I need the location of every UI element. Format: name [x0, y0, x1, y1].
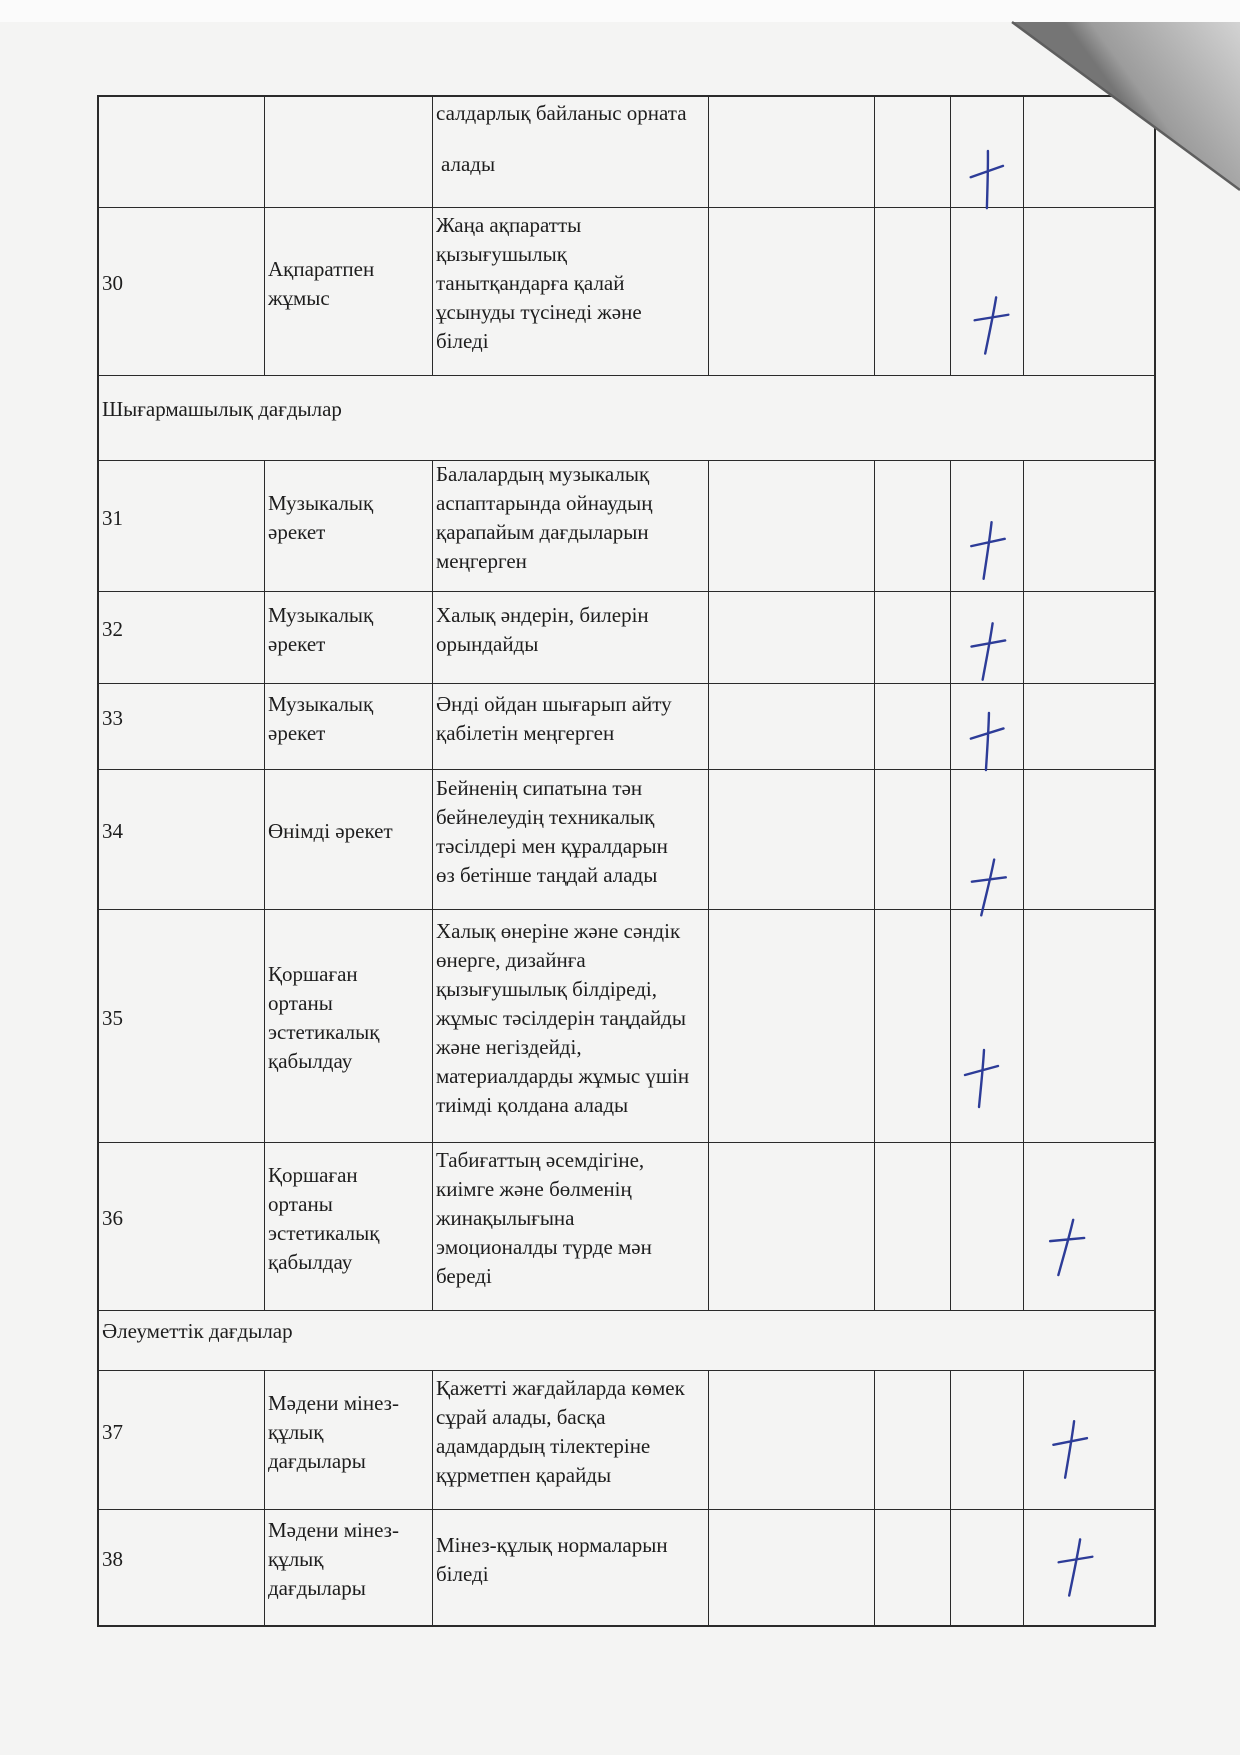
skill-line: біледі: [436, 1561, 489, 1586]
skill-line: киімге және бөлменің: [436, 1177, 632, 1201]
section-title-cell: [99, 1311, 1154, 1370]
skill-line: ұсынуды түсінеді және: [436, 300, 642, 324]
table-row: [99, 591, 1154, 683]
table-row: [99, 909, 1154, 1142]
row-number: 32: [102, 617, 123, 641]
table-row: [99, 460, 1154, 591]
skill-line: Қажетті жағдайларда көмек: [436, 1376, 685, 1400]
skill-line: тәсілдері мен құралдарын: [436, 833, 668, 858]
activity-line: эстетикалық: [268, 1020, 380, 1044]
table-row: [99, 1370, 1154, 1509]
activity-cell: [264, 684, 432, 769]
section-title-cell: [99, 376, 1154, 460]
activity-line: эстетикалық: [268, 1220, 380, 1245]
skill-line: және негіздейді,: [436, 1034, 582, 1059]
row-number-cell: [99, 684, 264, 769]
skill-cell: [432, 1143, 708, 1310]
skill-cell: [432, 208, 708, 375]
activity-line: жұмыс: [268, 285, 330, 310]
row-number: 38: [102, 1547, 123, 1571]
activity-cell: [264, 592, 432, 683]
assessment-cell-4: [1023, 1371, 1154, 1509]
assessment-cell-2: [874, 208, 950, 375]
assessment-cell-2: [874, 1371, 950, 1509]
row-number-cell: [99, 1510, 264, 1625]
activity-cell: [264, 1510, 432, 1625]
section-header-row: [99, 1310, 1154, 1370]
skill-line: Бейненің сипатына тән: [436, 775, 643, 800]
assessment-cell-1: [708, 910, 874, 1142]
assessment-cell-2: [874, 770, 950, 909]
skill-line: Әнді ойдан шығарып айту: [436, 691, 672, 716]
activity-line: Музыкалық: [268, 491, 374, 515]
assessment-cell-4: [1023, 770, 1154, 909]
assessment-cell-1: [708, 461, 874, 591]
skill-line: Балалардың музыкалық: [436, 462, 650, 486]
row-number-cell: [99, 461, 264, 591]
skill-cell: [432, 592, 708, 683]
assessment-cell-3: [950, 1510, 1023, 1625]
assessment-cell-3: [950, 910, 1023, 1142]
assessment-cell-2: [874, 97, 950, 207]
activity-cell: [264, 770, 432, 909]
table-row: [99, 683, 1154, 769]
skill-line: қызығушылық: [436, 242, 567, 266]
assessment-cell-1: [708, 208, 874, 375]
table-row: [99, 769, 1154, 909]
assessment-cell-4: [1023, 910, 1154, 1142]
activity-line: құлық: [268, 1419, 324, 1444]
activity-line: Мәдени мінез-: [268, 1390, 399, 1415]
skill-line: салдарлық байланыс орната: [436, 101, 687, 125]
activity-line: құлық: [268, 1547, 324, 1571]
row-number: 35: [102, 1005, 123, 1030]
section-title: Әлеуметтік дағдылар: [102, 1319, 293, 1343]
row-number-cell: [99, 1371, 264, 1509]
assessment-cell-2: [874, 1510, 950, 1625]
assessment-cell-4: [1023, 1510, 1154, 1625]
table-row: [99, 1509, 1154, 1625]
row-number-cell: [99, 770, 264, 909]
assessment-cell-3: [950, 684, 1023, 769]
skill-line: орындайды: [436, 631, 539, 656]
skill-cell: [432, 770, 708, 909]
assessment-cell-4: [1023, 461, 1154, 591]
assessment-cell-1: [708, 770, 874, 909]
skill-line: адамдардың тілектеріне: [436, 1434, 651, 1458]
assessment-cell-4: [1023, 592, 1154, 683]
skill-cell: [432, 910, 708, 1142]
activity-cell: [264, 910, 432, 1142]
skill-line: Мінез-құлық нормаларын: [436, 1532, 668, 1557]
skill-cell: [432, 461, 708, 591]
skill-line: қызығушылық білдіреді,: [436, 976, 657, 1001]
assessment-cell-1: [708, 1510, 874, 1625]
activity-line: дағдылары: [268, 1576, 366, 1600]
assessment-cell-1: [708, 684, 874, 769]
assessment-cell-1: [708, 1143, 874, 1310]
skill-line: қарапайым дағдыларын: [436, 520, 649, 544]
row-number-cell: [99, 592, 264, 683]
activity-line: Ақпаратпен: [268, 256, 375, 281]
activity-line: әрекет: [268, 631, 326, 656]
activity-cell: [264, 1371, 432, 1509]
activity-cell: [264, 208, 432, 375]
activity-line: Музыкалық: [268, 602, 374, 627]
skill-cell: [432, 1510, 708, 1625]
assessment-cell-2: [874, 461, 950, 591]
skill-line: Жаңа ақпаратты: [436, 213, 582, 237]
skill-line: сұрай алады, басқа: [436, 1405, 606, 1429]
section-header-row: [99, 375, 1154, 460]
assessment-cell-2: [874, 592, 950, 683]
table-row: [99, 1142, 1154, 1310]
activity-cell: [264, 97, 432, 207]
activity-line: Өнімді әрекет: [268, 819, 393, 843]
activity-line: Музыкалық: [268, 691, 374, 716]
skill-line: жұмыс тәсілдерін таңдайды: [436, 1005, 686, 1030]
assessment-cell-3: [950, 461, 1023, 591]
row-number: 37: [102, 1419, 123, 1444]
row-number-cell: [99, 208, 264, 375]
skill-line: жинақылығына: [436, 1206, 575, 1230]
activity-line: Қоршаған: [268, 1162, 358, 1187]
assessment-cell-3: [950, 97, 1023, 207]
skill-cell: [432, 684, 708, 769]
skill-line: алады: [441, 152, 496, 176]
assessment-cell-1: [708, 1371, 874, 1509]
row-number: 36: [102, 1206, 123, 1230]
skill-line: қабілетін меңгерген: [436, 720, 615, 745]
activity-line: ортаны: [268, 1191, 333, 1216]
skill-line: құрметпен қарайды: [436, 1463, 612, 1487]
skill-line: меңгерген: [436, 549, 527, 573]
skill-line: эмоционалды түрде мән: [436, 1235, 652, 1259]
activity-line: әрекет: [268, 720, 326, 745]
row-number: 33: [102, 706, 123, 730]
table-row: [99, 97, 1154, 207]
skill-line: біледі: [436, 329, 489, 353]
assessment-cell-3: [950, 1371, 1023, 1509]
activity-line: Мәдени мінез-: [268, 1518, 399, 1542]
row-number: 30: [102, 271, 123, 295]
row-number: 34: [102, 819, 123, 843]
activity-line: дағдылары: [268, 1448, 366, 1473]
skill-line: бейнелеудің техникалық: [436, 804, 655, 829]
skill-line: береді: [436, 1264, 492, 1288]
row-number: 31: [102, 505, 123, 530]
activity-line: Қоршаған: [268, 962, 358, 986]
activity-line: әрекет: [268, 520, 326, 544]
activity-line: қабылдау: [268, 1049, 353, 1073]
assessment-cell-3: [950, 1143, 1023, 1310]
row-number-cell: [99, 910, 264, 1142]
row-number-cell: [99, 97, 264, 207]
assessment-cell-4: [1023, 208, 1154, 375]
skill-line: танытқандарға қалай: [436, 271, 625, 295]
section-title: Шығармашылық дағдылар: [102, 396, 342, 421]
skill-cell: [432, 1371, 708, 1509]
assessment-cell-1: [708, 97, 874, 207]
assessment-cell-3: [950, 592, 1023, 683]
assessment-cell-2: [874, 684, 950, 769]
skill-line: өз бетінше таңдай алады: [436, 862, 658, 887]
skill-line: Халық әндерін, билерін: [436, 602, 649, 627]
assessment-cell-2: [874, 1143, 950, 1310]
activity-cell: [264, 1143, 432, 1310]
skill-line: материалдарды жұмыс үшін: [436, 1063, 690, 1088]
skill-line: аспаптарында ойнаудың: [436, 491, 653, 515]
scan-top-margin: [0, 0, 1240, 22]
table-row: [99, 207, 1154, 375]
skill-line: өнерге, дизайнға: [436, 947, 586, 972]
assessment-cell-4: [1023, 97, 1154, 207]
assessment-cell-4: [1023, 1143, 1154, 1310]
assessment-cell-3: [950, 770, 1023, 909]
skill-line: тиімді қолдана алады: [436, 1092, 629, 1117]
activity-line: қабылдау: [268, 1249, 353, 1274]
skills-assessment-table: [97, 95, 1156, 1627]
assessment-cell-2: [874, 910, 950, 1142]
activity-cell: [264, 461, 432, 591]
assessment-cell-3: [950, 208, 1023, 375]
assessment-cell-1: [708, 592, 874, 683]
skill-line: Халық өнеріне және сәндік: [436, 918, 681, 943]
skill-cell: [432, 97, 708, 207]
assessment-cell-4: [1023, 684, 1154, 769]
activity-line: ортаны: [268, 991, 333, 1015]
skill-line: Табиғаттың әсемдігіне,: [436, 1148, 645, 1172]
row-number-cell: [99, 1143, 264, 1310]
